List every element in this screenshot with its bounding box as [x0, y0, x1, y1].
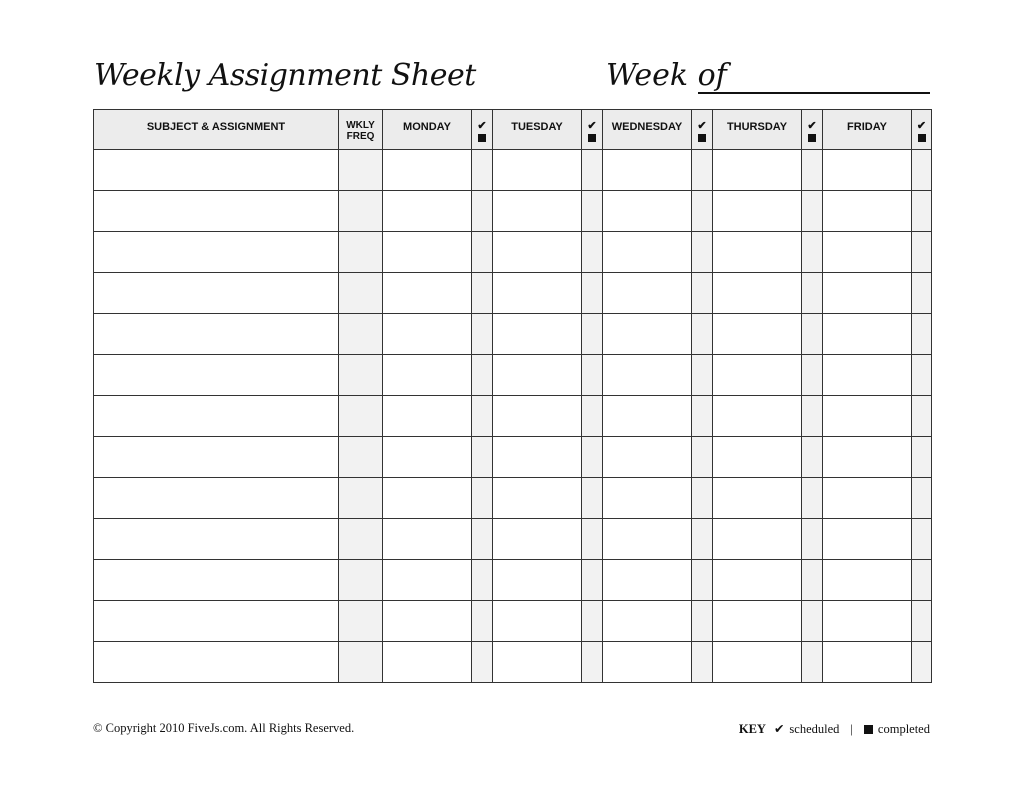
monday-check-cell[interactable] — [472, 437, 493, 478]
friday-assignment-cell[interactable] — [823, 150, 912, 191]
completed-label: completed — [877, 721, 930, 736]
thursday-check-cell[interactable] — [802, 478, 823, 519]
day-header-thursday: THURSDAY — [713, 110, 802, 150]
key-legend — [739, 721, 930, 737]
wednesday-assignment-cell[interactable] — [603, 314, 692, 355]
tuesday-check-cell[interactable] — [582, 150, 603, 191]
monday-assignment-cell[interactable] — [383, 232, 472, 273]
filled-square-icon — [478, 134, 486, 142]
tuesday-assignment-cell[interactable] — [493, 191, 582, 232]
weekly-frequency-cell[interactable] — [339, 601, 383, 642]
subject-assignment-cell[interactable] — [94, 273, 339, 314]
monday-assignment-cell[interactable] — [383, 519, 472, 560]
weekly-frequency-cell[interactable] — [339, 273, 383, 314]
tuesday-assignment-cell[interactable] — [493, 437, 582, 478]
subject-assignment-header: SUBJECT & ASSIGNMENT — [94, 110, 339, 150]
wednesday-check-cell[interactable] — [692, 396, 713, 437]
thursday-assignment-cell[interactable] — [713, 642, 802, 683]
thursday-assignment-cell[interactable] — [713, 478, 802, 519]
table-row — [94, 314, 932, 355]
monday-assignment-cell[interactable] — [383, 478, 472, 519]
thursday-check-cell[interactable] — [802, 601, 823, 642]
thursday-check-cell[interactable] — [802, 437, 823, 478]
copyright-notice: © Copyright 2010 FiveJs.com. All Rights Reserved. — [93, 721, 355, 735]
table-row — [94, 437, 932, 478]
monday-assignment-cell[interactable] — [383, 560, 472, 601]
friday-assignment-cell[interactable] — [823, 355, 912, 396]
subject-assignment-cell[interactable] — [94, 560, 339, 601]
weekly-frequency-cell[interactable] — [339, 191, 383, 232]
friday-assignment-cell[interactable] — [823, 560, 912, 601]
check-column-header — [802, 110, 823, 150]
freq-header-line2: FREQ — [346, 131, 375, 142]
key-label: KEY — [738, 721, 766, 736]
friday-check-cell[interactable] — [912, 191, 932, 232]
check-icon: ✔ — [477, 120, 487, 132]
monday-assignment-cell[interactable] — [383, 396, 472, 437]
table-row — [94, 273, 932, 314]
tuesday-assignment-cell[interactable] — [493, 519, 582, 560]
thursday-assignment-cell[interactable] — [713, 355, 802, 396]
check-column-header — [912, 110, 932, 150]
check-icon: ✔ — [807, 120, 817, 132]
friday-assignment-cell[interactable] — [823, 273, 912, 314]
monday-check-cell[interactable] — [472, 273, 493, 314]
friday-check-cell[interactable] — [912, 437, 932, 478]
wednesday-check-cell[interactable] — [692, 314, 713, 355]
monday-assignment-cell[interactable] — [383, 601, 472, 642]
friday-assignment-cell[interactable] — [823, 232, 912, 273]
monday-check-cell[interactable] — [472, 560, 493, 601]
thursday-assignment-cell[interactable] — [713, 314, 802, 355]
thursday-assignment-cell[interactable] — [713, 437, 802, 478]
friday-check-cell[interactable] — [912, 560, 932, 601]
friday-assignment-cell[interactable] — [823, 519, 912, 560]
weekly-frequency-cell[interactable] — [339, 519, 383, 560]
table-row — [94, 396, 932, 437]
monday-check-cell[interactable] — [472, 355, 493, 396]
table-row — [94, 519, 932, 560]
wednesday-check-cell[interactable] — [692, 232, 713, 273]
tuesday-check-cell[interactable] — [582, 396, 603, 437]
tuesday-assignment-cell[interactable] — [493, 560, 582, 601]
thursday-assignment-cell[interactable] — [713, 150, 802, 191]
wednesday-check-cell[interactable] — [692, 191, 713, 232]
wednesday-assignment-cell[interactable] — [603, 642, 692, 683]
wednesday-assignment-cell[interactable] — [603, 396, 692, 437]
monday-assignment-cell[interactable] — [383, 437, 472, 478]
wednesday-check-cell[interactable] — [692, 273, 713, 314]
tuesday-check-cell[interactable] — [582, 601, 603, 642]
filled-square-icon — [808, 134, 816, 142]
tuesday-check-cell[interactable] — [582, 560, 603, 601]
wednesday-check-cell[interactable] — [692, 150, 713, 191]
monday-assignment-cell[interactable] — [383, 273, 472, 314]
tuesday-check-cell[interactable] — [582, 519, 603, 560]
subject-assignment-cell[interactable] — [94, 355, 339, 396]
thursday-assignment-cell[interactable] — [713, 396, 802, 437]
thursday-check-cell[interactable] — [802, 560, 823, 601]
friday-check-cell[interactable] — [912, 314, 932, 355]
monday-check-cell[interactable] — [472, 642, 493, 683]
week-of-label: Week of — [606, 58, 727, 93]
assignment-rows — [94, 150, 932, 683]
wednesday-assignment-cell[interactable] — [603, 355, 692, 396]
check-icon: ✔ — [773, 722, 785, 736]
wednesday-check-cell[interactable] — [692, 478, 713, 519]
thursday-check-cell[interactable] — [802, 150, 823, 191]
subject-assignment-cell[interactable] — [94, 314, 339, 355]
friday-assignment-cell[interactable] — [823, 478, 912, 519]
tuesday-assignment-cell[interactable] — [493, 396, 582, 437]
tuesday-check-cell[interactable] — [582, 355, 603, 396]
thursday-check-cell[interactable] — [802, 314, 823, 355]
week-of-blank-line[interactable] — [698, 92, 930, 94]
subject-assignment-cell[interactable] — [94, 478, 339, 519]
subject-assignment-cell[interactable] — [94, 642, 339, 683]
table-row — [94, 642, 932, 683]
weekly-frequency-cell[interactable] — [339, 437, 383, 478]
thursday-assignment-cell[interactable] — [713, 232, 802, 273]
monday-check-cell[interactable] — [472, 601, 493, 642]
monday-check-cell[interactable] — [472, 314, 493, 355]
wednesday-check-cell[interactable] — [692, 355, 713, 396]
scheduled-label: scheduled — [789, 721, 840, 736]
wednesday-assignment-cell[interactable] — [603, 191, 692, 232]
tuesday-check-cell[interactable] — [582, 273, 603, 314]
table-row — [94, 191, 932, 232]
friday-check-cell[interactable] — [912, 519, 932, 560]
subject-assignment-cell[interactable] — [94, 232, 339, 273]
day-header-tuesday: TUESDAY — [493, 110, 582, 150]
thursday-check-cell[interactable] — [802, 355, 823, 396]
thursday-assignment-cell[interactable] — [713, 191, 802, 232]
subject-assignment-cell[interactable] — [94, 601, 339, 642]
wednesday-assignment-cell[interactable] — [603, 478, 692, 519]
friday-check-cell[interactable] — [912, 273, 932, 314]
tuesday-check-cell[interactable] — [582, 642, 603, 683]
friday-assignment-cell[interactable] — [823, 396, 912, 437]
monday-check-cell[interactable] — [472, 191, 493, 232]
monday-check-cell[interactable] — [472, 396, 493, 437]
tuesday-assignment-cell[interactable] — [493, 478, 582, 519]
table-row — [94, 560, 932, 601]
friday-assignment-cell[interactable] — [823, 601, 912, 642]
tuesday-assignment-cell[interactable] — [493, 314, 582, 355]
wednesday-assignment-cell[interactable] — [603, 150, 692, 191]
wednesday-check-cell[interactable] — [692, 601, 713, 642]
wednesday-check-cell[interactable] — [692, 560, 713, 601]
subject-assignment-cell[interactable] — [94, 150, 339, 191]
tuesday-check-cell[interactable] — [582, 314, 603, 355]
day-header-wednesday: WEDNESDAY — [603, 110, 692, 150]
subject-assignment-cell[interactable] — [94, 396, 339, 437]
check-icon: ✔ — [697, 120, 707, 132]
check-icon: ✔ — [916, 120, 927, 132]
wednesday-check-cell[interactable] — [692, 437, 713, 478]
friday-check-cell[interactable] — [912, 601, 932, 642]
monday-check-cell[interactable] — [472, 150, 493, 191]
monday-check-cell[interactable] — [472, 232, 493, 273]
table-row — [94, 355, 932, 396]
tuesday-check-cell[interactable] — [582, 191, 603, 232]
legend-separator: | — [850, 721, 853, 736]
day-header-monday: MONDAY — [383, 110, 472, 150]
thursday-check-cell[interactable] — [802, 191, 823, 232]
thursday-check-cell[interactable] — [802, 273, 823, 314]
thursday-check-cell[interactable] — [802, 519, 823, 560]
check-icon: ✔ — [587, 120, 597, 132]
wednesday-assignment-cell[interactable] — [603, 232, 692, 273]
table-row — [94, 150, 932, 191]
wednesday-assignment-cell[interactable] — [603, 437, 692, 478]
friday-assignment-cell[interactable] — [823, 642, 912, 683]
table-row — [94, 232, 932, 273]
wednesday-assignment-cell[interactable] — [603, 601, 692, 642]
table-row — [94, 601, 932, 642]
monday-assignment-cell[interactable] — [383, 191, 472, 232]
monday-check-cell[interactable] — [472, 519, 493, 560]
filled-square-icon — [588, 134, 596, 142]
filled-square-icon — [864, 725, 873, 734]
thursday-assignment-cell[interactable] — [713, 560, 802, 601]
weekly-frequency-cell[interactable] — [339, 478, 383, 519]
wednesday-assignment-cell[interactable] — [603, 519, 692, 560]
friday-check-cell[interactable] — [912, 355, 932, 396]
friday-assignment-cell[interactable] — [823, 314, 912, 355]
sheet-title: Weekly Assignment Sheet — [94, 58, 476, 93]
thursday-assignment-cell[interactable] — [713, 601, 802, 642]
filled-square-icon — [698, 134, 706, 142]
thursday-assignment-cell[interactable] — [713, 519, 802, 560]
weekly-frequency-cell[interactable] — [339, 355, 383, 396]
freq-header-line1: WKLY — [346, 120, 375, 131]
friday-check-cell[interactable] — [912, 478, 932, 519]
tuesday-assignment-cell[interactable] — [493, 642, 582, 683]
monday-assignment-cell[interactable] — [383, 150, 472, 191]
tuesday-check-cell[interactable] — [582, 478, 603, 519]
assignment-table — [93, 109, 932, 683]
tuesday-assignment-cell[interactable] — [493, 355, 582, 396]
friday-check-cell[interactable] — [912, 396, 932, 437]
weekly-frequency-cell[interactable] — [339, 560, 383, 601]
tuesday-assignment-cell[interactable] — [493, 232, 582, 273]
monday-assignment-cell[interactable] — [383, 314, 472, 355]
friday-assignment-cell[interactable] — [823, 191, 912, 232]
weekly-frequency-cell[interactable] — [339, 150, 383, 191]
monday-assignment-cell[interactable] — [383, 355, 472, 396]
weekly-frequency-cell[interactable] — [339, 232, 383, 273]
wednesday-check-cell[interactable] — [692, 519, 713, 560]
filled-square-icon — [918, 134, 926, 142]
friday-assignment-cell[interactable] — [823, 437, 912, 478]
check-column-header — [582, 110, 603, 150]
thursday-check-cell[interactable] — [802, 642, 823, 683]
friday-check-cell[interactable] — [912, 642, 932, 683]
thursday-check-cell[interactable] — [802, 232, 823, 273]
check-column-header — [692, 110, 713, 150]
subject-assignment-cell[interactable] — [94, 191, 339, 232]
monday-check-cell[interactable] — [472, 478, 493, 519]
tuesday-check-cell[interactable] — [582, 232, 603, 273]
friday-check-cell[interactable] — [912, 232, 932, 273]
thursday-check-cell[interactable] — [802, 396, 823, 437]
day-header-friday: FRIDAY — [823, 110, 912, 150]
thursday-assignment-cell[interactable] — [713, 273, 802, 314]
header-row — [94, 110, 932, 150]
subject-assignment-cell[interactable] — [94, 437, 339, 478]
subject-assignment-cell[interactable] — [94, 519, 339, 560]
tuesday-check-cell[interactable] — [582, 437, 603, 478]
monday-assignment-cell[interactable] — [383, 642, 472, 683]
wednesday-check-cell[interactable] — [692, 642, 713, 683]
weekly-frequency-cell[interactable] — [339, 642, 383, 683]
weekly-frequency-cell[interactable] — [339, 314, 383, 355]
tuesday-assignment-cell[interactable] — [493, 273, 582, 314]
weekly-frequency-header — [339, 110, 383, 150]
friday-check-cell[interactable] — [912, 150, 932, 191]
tuesday-assignment-cell[interactable] — [493, 150, 582, 191]
tuesday-assignment-cell[interactable] — [493, 601, 582, 642]
table-row — [94, 478, 932, 519]
weekly-frequency-cell[interactable] — [339, 396, 383, 437]
wednesday-assignment-cell[interactable] — [603, 273, 692, 314]
wednesday-assignment-cell[interactable] — [603, 560, 692, 601]
check-column-header — [472, 110, 493, 150]
